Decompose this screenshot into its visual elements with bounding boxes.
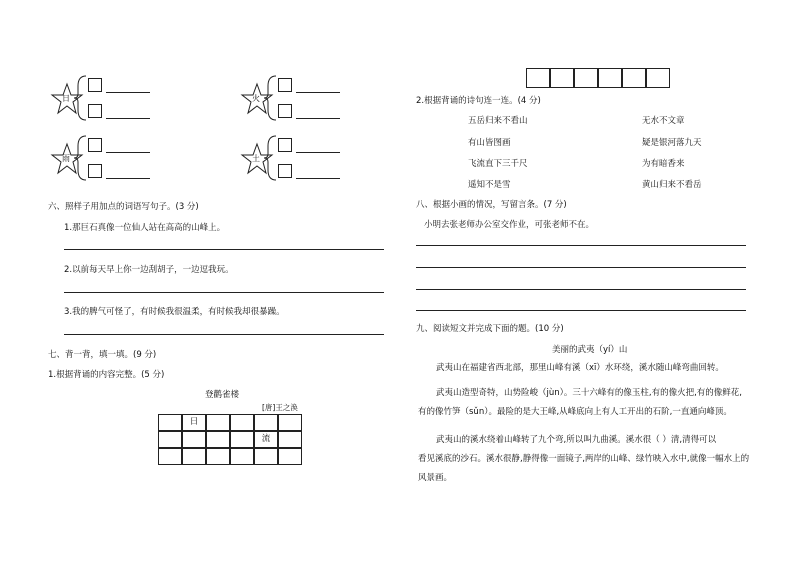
match-left-1[interactable]: 五岳归来不看山 [468,116,528,126]
answer-square[interactable] [278,78,292,92]
sec6-item-2: 2.以前每天早上你一边刮胡子，一边逗我玩。 [64,265,234,275]
sec7-q1: 1.根据背诵的内容完整。(5 分) [48,370,165,380]
answer-line[interactable] [296,152,340,153]
writing-line[interactable] [416,310,746,311]
match-left-3[interactable]: 飞流直下三千尺 [468,159,528,169]
article-p1: 武夷山在福建省西北部，那里山峰有溪（xī）水环绕，溪水随山峰弯曲回转。 [436,363,724,373]
match-right-1[interactable]: 无水不文章 [642,116,685,126]
sec6-item-1: 1.那巨石真像一位仙人站在高高的山峰上。 [64,223,226,233]
answer-square[interactable] [278,138,292,152]
answer-square[interactable] [88,104,102,118]
answer-line[interactable] [106,152,150,153]
match-question: 2.根据背诵的诗句连一连。(4 分) [416,96,541,106]
writing-line[interactable] [416,289,746,290]
answer-line[interactable] [106,92,150,93]
article-p2b: 有的像竹笋（sǔn）。最险的是大王峰,从峰底向上有人工开出的石阶,一直通向峰顶。 [418,407,732,417]
match-right-4[interactable]: 黄山归来不看岳 [642,180,702,190]
sec8-prompt: 小明去张老师办公室交作业，可张老师不在。 [424,220,595,230]
section-9-title: 九、阅读短文并完成下面的题。(10 分) [416,324,564,334]
writing-line[interactable] [64,292,384,293]
answer-line[interactable] [296,92,340,93]
grid-cell: 日 [182,414,206,431]
section-6-title: 六、照样子用加点的词语写句子。(3 分) [48,202,199,212]
grid-cell[interactable] [254,448,278,465]
article-p3a: 武夷山的溪水绕着山峰转了九个弯,所以叫九曲溪。溪水很（ ）清,清得可以 [436,435,717,445]
star-group-1 [50,74,180,124]
brace-icon [262,134,278,182]
section-8-title: 八、根据小画的情况，写留言条。(7 分) [416,200,567,210]
match-left-2[interactable]: 有山皆图画 [468,138,511,148]
answer-square[interactable] [88,138,102,152]
brace-icon [72,134,88,182]
match-right-3[interactable]: 为有暗香来 [642,159,685,169]
poem-grid [158,414,302,465]
brace-icon [72,74,88,122]
article-p3b: 看见溪底的沙石。溪水很静,静得像一面镜子,两岸的山峰、绿竹映入水中,就像一幅水上的 [418,454,750,464]
answer-line[interactable] [106,118,150,119]
grid-cell[interactable] [278,431,302,448]
star-group-2 [240,74,370,124]
answer-line[interactable] [296,178,340,179]
answer-square[interactable] [88,78,102,92]
answer-line[interactable] [106,178,150,179]
answer-square[interactable] [88,164,102,178]
answer-square[interactable] [278,104,292,118]
writing-line[interactable] [416,267,746,268]
grid-cell[interactable] [206,414,230,431]
grid-cell[interactable] [158,414,182,431]
grid-cell[interactable] [230,448,254,465]
writing-line[interactable] [416,245,746,246]
grid-cell[interactable] [206,448,230,465]
match-left-4[interactable]: 遥知不是雪 [468,180,511,190]
grid-cell[interactable] [182,448,206,465]
writing-line[interactable] [64,249,384,250]
writing-line[interactable] [64,334,384,335]
article-p3c: 风景画。 [418,473,453,483]
section-7-title: 七、背一背，填一填。(9 分) [48,350,157,360]
grid-cell[interactable] [182,431,206,448]
grid-cell[interactable] [158,431,182,448]
answer-square[interactable] [278,164,292,178]
grid-cell[interactable] [278,448,302,465]
star-char: 土 [252,154,260,163]
sec6-item-3: 3.我的脾气可怪了，有时候我很温柔，有时候我却很暴躁。 [64,307,285,317]
grid-cell: 流 [254,431,278,448]
star-char: 雨 [62,154,70,163]
brace-icon [262,74,278,122]
star-group-4 [240,134,370,184]
grid-cell[interactable] [230,414,254,431]
star-char: 日 [62,94,70,103]
poem-author: [唐]王之涣 [262,403,298,412]
match-right-2[interactable]: 疑是银河落九天 [642,138,702,148]
grid-cell[interactable] [158,448,182,465]
article-p2a: 武夷山造型奇特，山势险峻（jùn）。三十六峰有的像玉柱,有的像火把,有的像鲜花, [436,388,742,398]
grid-cell[interactable] [230,431,254,448]
grid-cell[interactable] [206,431,230,448]
poem-title: 登鹳雀楼 [205,390,240,400]
grid-cell[interactable] [278,414,302,431]
grid-cell[interactable] [254,414,278,431]
answer-line[interactable] [296,118,340,119]
article-title: 美丽的武夷（yí）山 [552,345,628,355]
star-char: 火 [252,94,260,103]
star-group-3 [50,134,180,184]
